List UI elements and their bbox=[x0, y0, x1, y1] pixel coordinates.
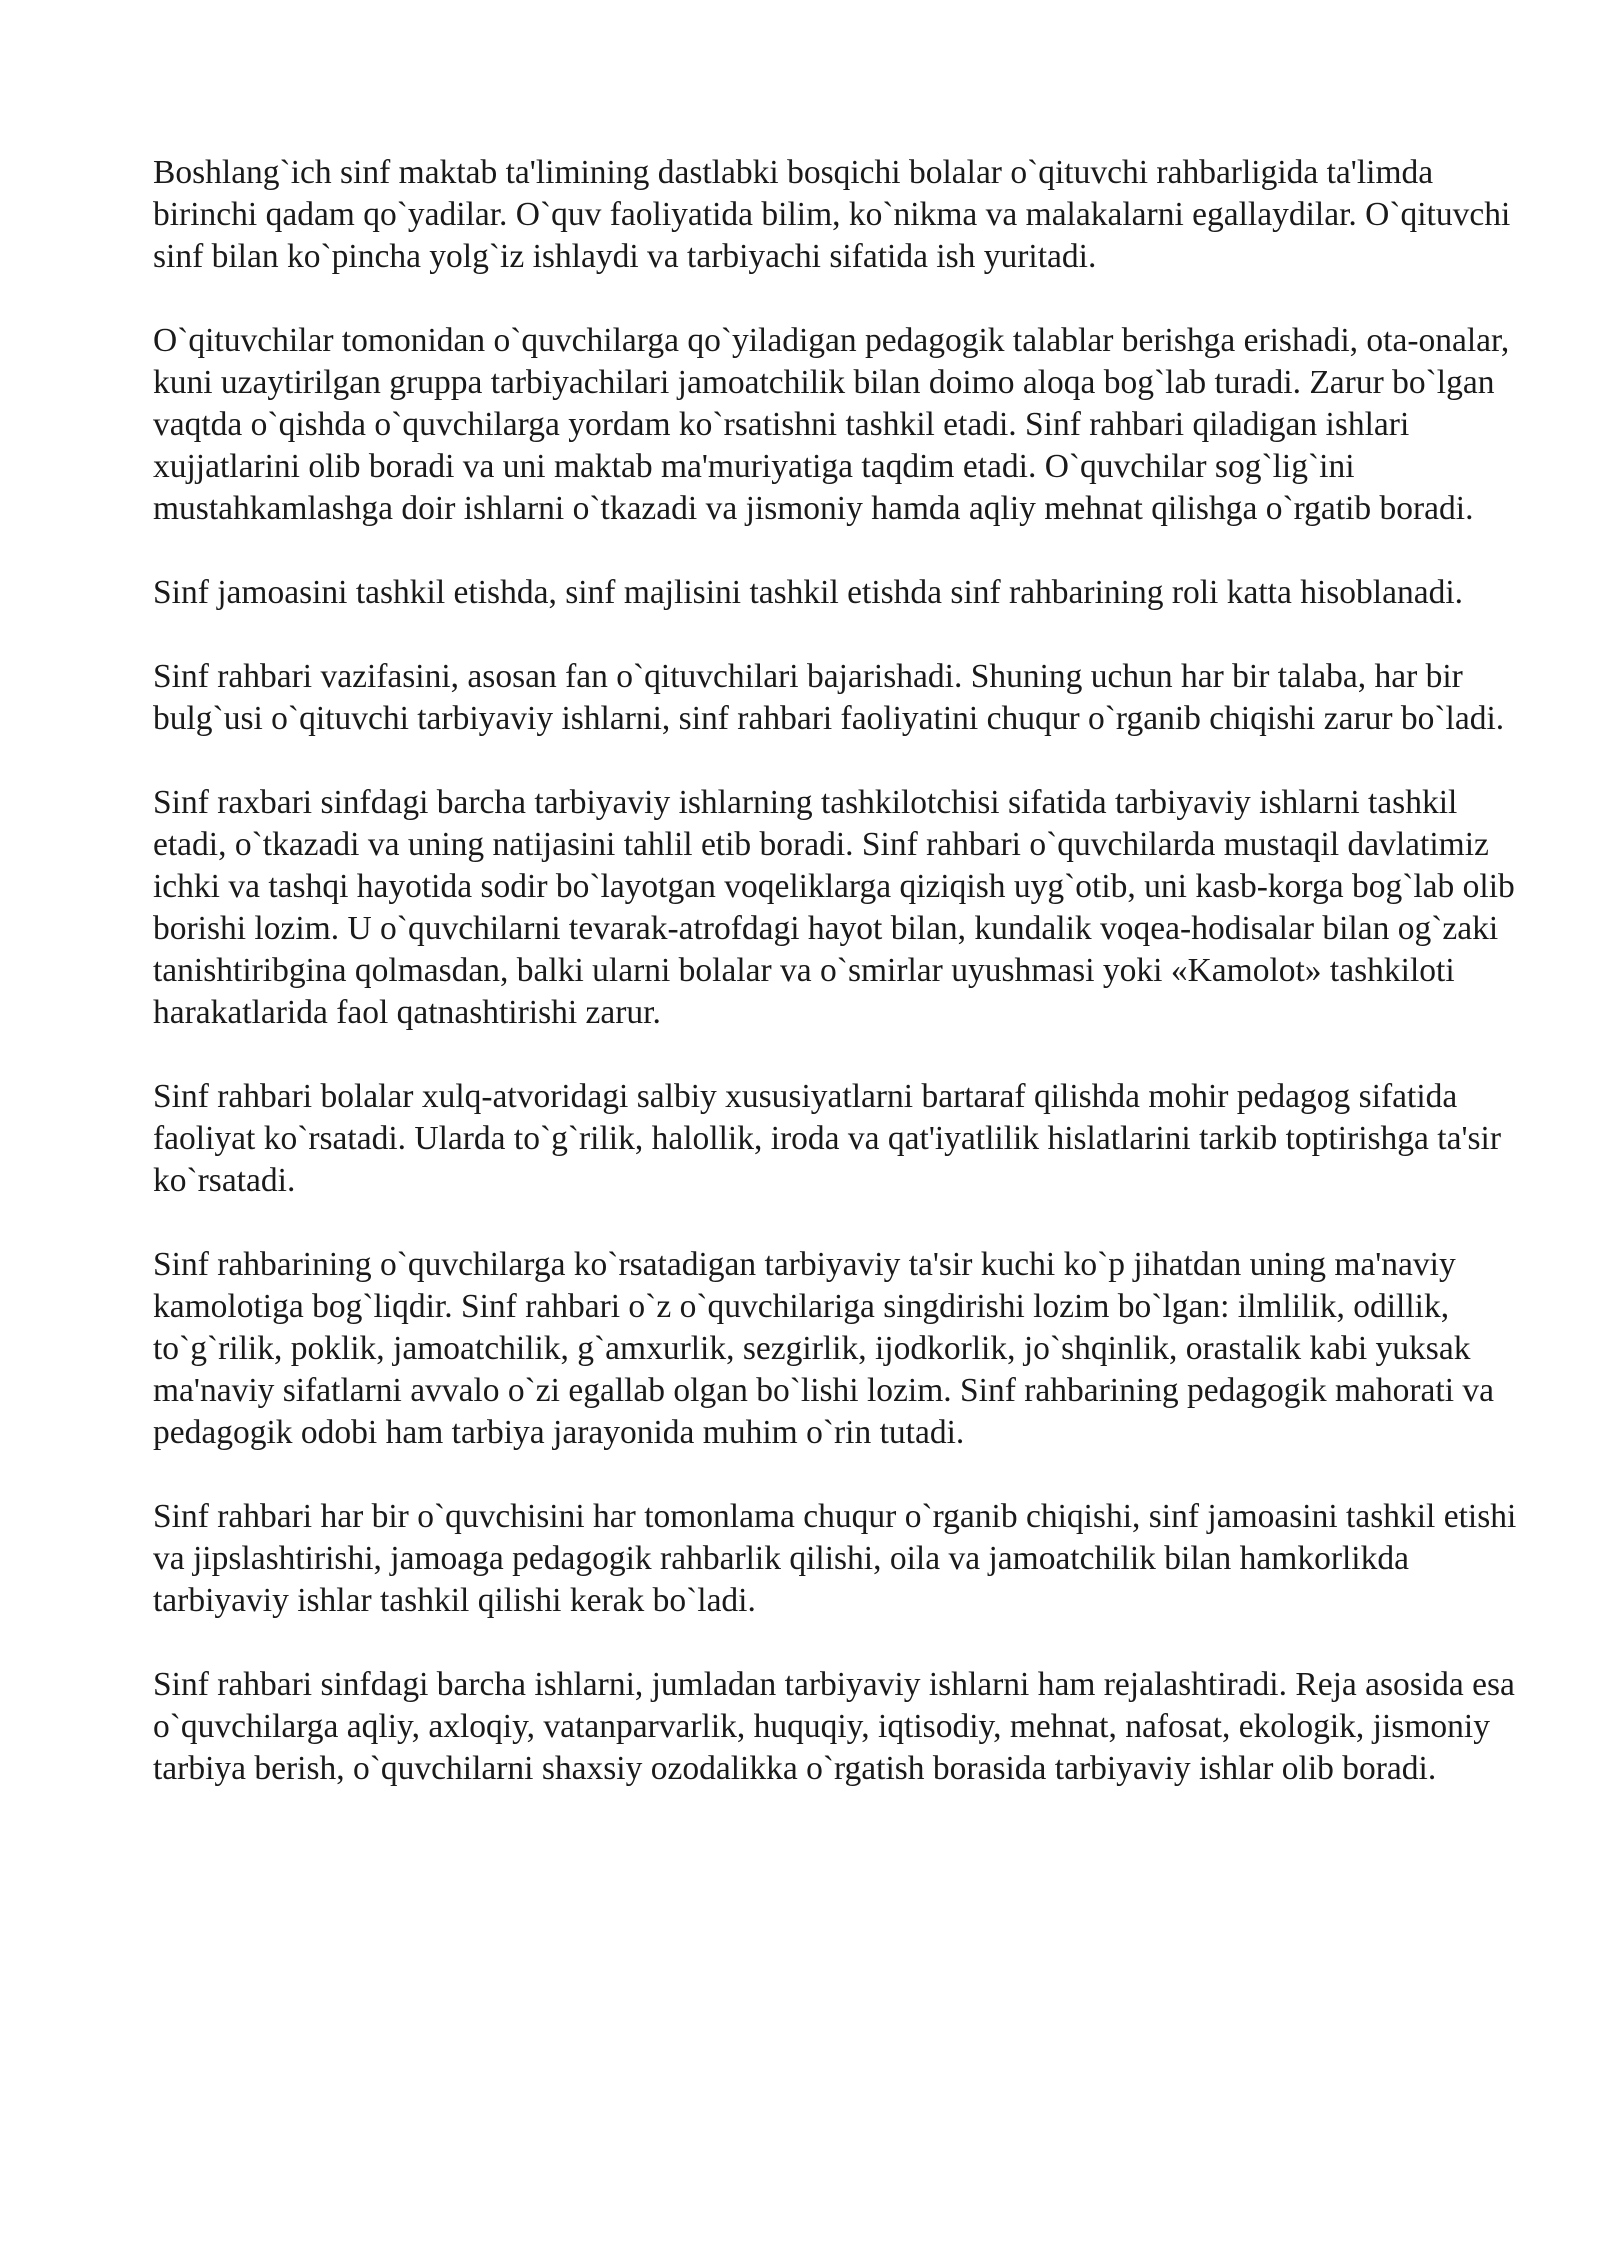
paragraph-2: O`qituvchilar tomonidan o`quvchilarga qo`yiladigan pedagogik talablar berishga erishadi, ota-onalar, kuni uzaytirilgan gruppa tarbiyachilari jamoatchilik bilan doimo aloqa bog`lab turadi. Zarur bo`lgan vaqtda o`qishda o`quvchilarga yordam ko`rsatishni tashkil etadi. Sinf rahbari qiladigan ishlari xujjatlarini olib boradi va uni maktab ma'muriyatiga taqdim etadi. O`quvchilar sog`lig`ini mustahkamlashga doir ishlarni o`tkazadi va jismoniy hamda aqliy mehnat qilishga o`rgatib boradi. bbox=[153, 322, 1510, 527]
paragraph-5: Sinf raxbari sinfdagi barcha tarbiyaviy ishlarning tashkilotchisi sifatida tarbiyaviy ishlarni tashkil etadi, o`tkazadi va uning natijasini tahlil etib boradi. Sinf rahbari o`quvchilarda mustaqil davlatimiz ichki va tashqi hayotida sodir bo`layotgan voqeliklarga qiziqish uyg`otib, uni kasb-korga bog`lab olib borishi lozim. U o`quvchilarni tevarak-atrofdagi hayot bilan, kundalik voqea-hodisalar bilan og`zaki tanishtiribgina qolmasdan, balki ularni bolalar va o`smirlar uyushmasi yoki «Kamolot» tashkiloti harakatlarida faol qatnashtirishi zarur. bbox=[153, 784, 1515, 1031]
paragraph-4: Sinf rahbari vazifasini, asosan fan o`qituvchilari bajarishadi. Shuning uchun har bir talaba, har bir bulg`usi o`qituvchi tarbiyaviy ishlarni, sinf rahbari faoliyatini chuqur o`rganib chiqishi zarur bo`ladi. bbox=[153, 658, 1505, 737]
paragraph-1: Boshlang`ich sinf maktab ta'limining dastlabki bosqichi bolalar o`qituvchi rahbarligida ta'limda birinchi qadam qo`yadilar. O`quv faoliyatida bilim, ko`nikma va malakalarni egallaydilar. O`qituvchi sinf bilan ko`pincha yolg`iz ishlaydi va tarbiyachi sifatida ish yuritadi. bbox=[153, 154, 1511, 275]
paragraph-7: Sinf rahbarining o`quvchilarga ko`rsatadigan tarbiyaviy ta'sir kuchi ko`p jihatdan uning ma'naviy kamolotiga bog`liqdir. Sinf rahbari o`z o`quvchilariga singdirishi lozim bo`lgan: ilmlilik, odillik, to`g`rilik, poklik, jamoatchilik, g`amxurlik, sezgirlik, ijodkorlik, jo`shqinlik, orastalik kabi yuksak ma'naviy sifatlarni avvalo o`zi egallab olgan bo`lishi lozim. Sinf rahbarining pedagogik mahorati va pedagogik odobi ham tarbiya jarayonida muhim o`rin tutadi. bbox=[153, 1246, 1494, 1451]
paragraph-6: Sinf rahbari bolalar xulq-atvoridagi salbiy xususiyatlarni bartaraf qilishda mohir pedagog sifatida faoliyat ko`rsatadi. Ularda to`g`rilik, halollik, iroda va qat'iyatlilik hislatlarini tarkib toptirishga ta'sir ko`rsatadi. bbox=[153, 1078, 1501, 1199]
document-body bbox=[153, 152, 1523, 1832]
paragraph-8: Sinf rahbari har bir o`quvchisini har tomonlama chuqur o`rganib chiqishi, sinf jamoasini tashkil etishi va jipslashtirishi, jamoaga pedagogik rahbarlik qilishi, oila va jamoatchilik bilan hamkorlikda tarbiyaviy ishlar tashkil qilishi kerak bo`ladi. bbox=[153, 1498, 1517, 1619]
paragraph-9: Sinf rahbari sinfdagi barcha ishlarni, jumladan tarbiyaviy ishlarni ham rejalashtiradi. Reja asosida esa o`quvchilarga aqliy, axloqiy, vatanparvarlik, huquqiy, iqtisodiy, mehnat, nafosat, ekologik, jismoniy tarbiya berish, o`quvchilarni shaxsiy ozodalikka o`rgatish borasida tarbiyaviy ishlar olib boradi. bbox=[153, 1666, 1515, 1787]
paragraph-3: Sinf jamoasini tashkil etishda, sinf majlisini tashkil etishda sinf rahbarining roli katta hisoblanadi. bbox=[153, 574, 1464, 611]
